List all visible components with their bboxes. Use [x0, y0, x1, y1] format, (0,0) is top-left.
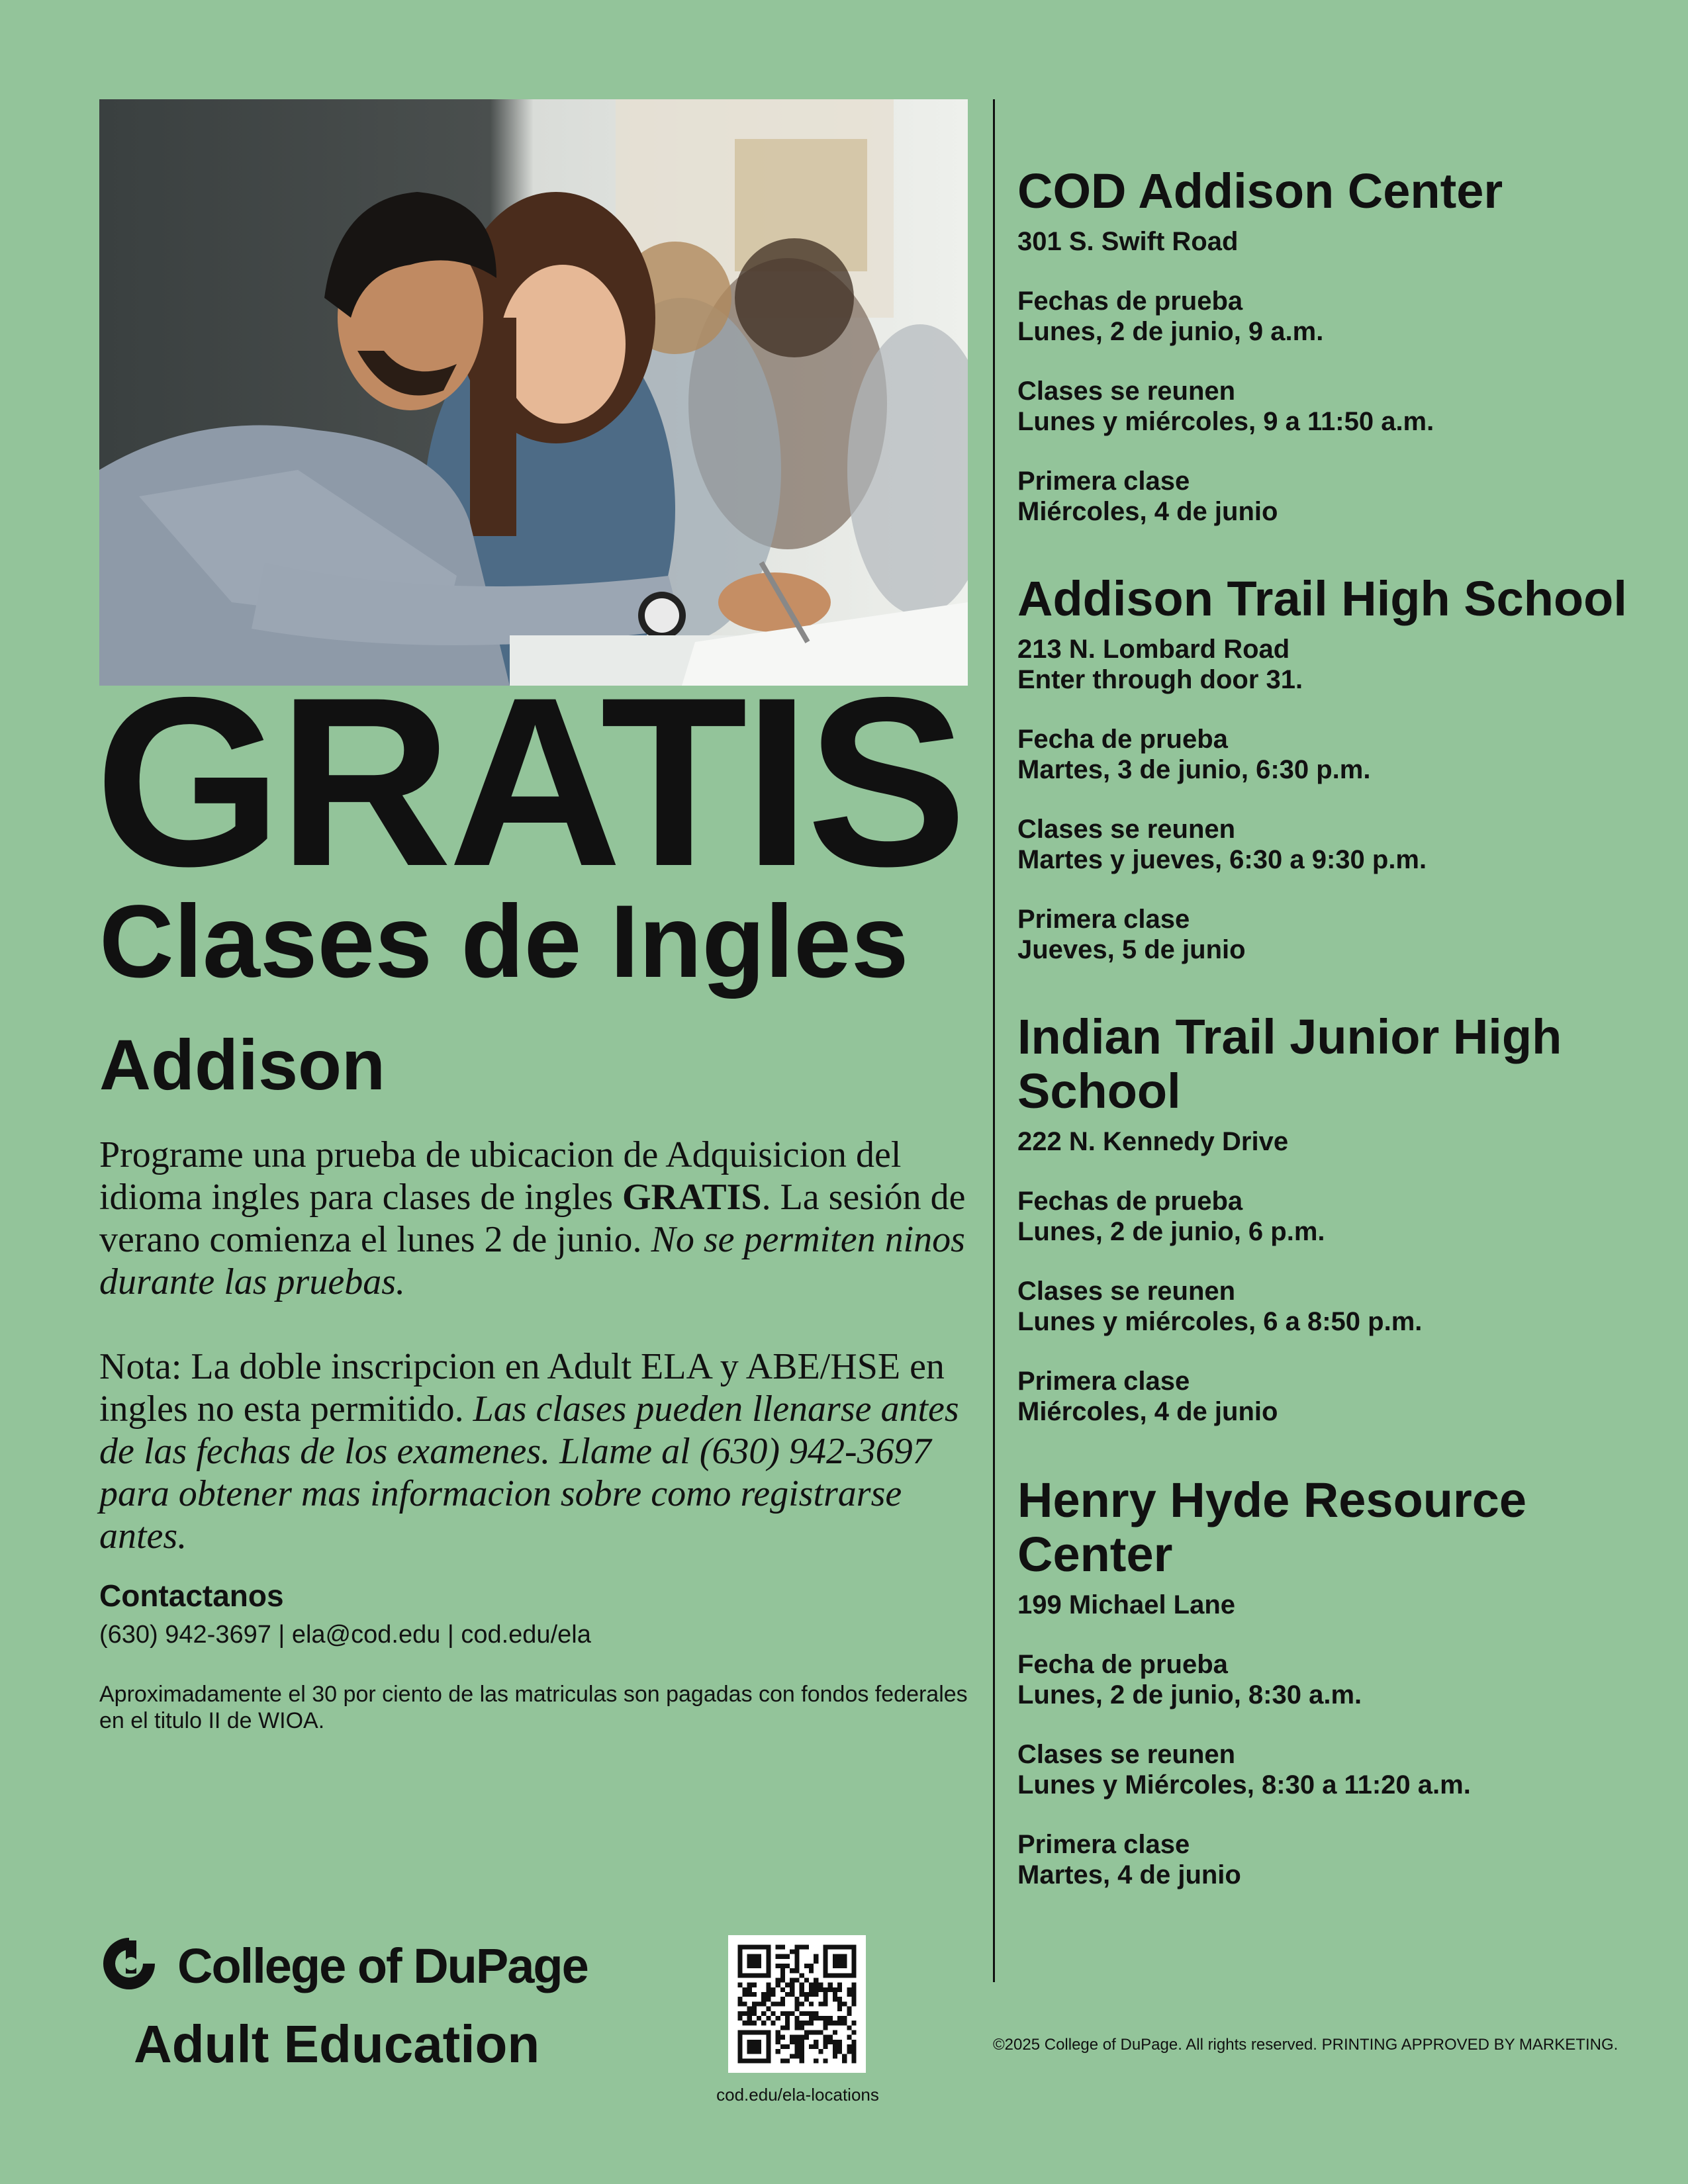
note-paragraph: Nota: La doble inscripcion en Adult ELA y ABE/HSE en ingles no esta permitido. Las clases pueden llenarse antes de las fechas de los examenes. Llame al (630) 942-3697 para obtener mas informacion sobre como registrarse antes.	[99, 1346, 959, 1557]
detail-value: Lunes, 2 de junio, 6 p.m.	[1017, 1217, 1325, 1246]
detail-label: Clases se reunen	[1017, 1277, 1236, 1306]
first-class	[1017, 1366, 1666, 1427]
detail-value: Lunes, 2 de junio, 8:30 a.m.	[1017, 1680, 1362, 1709]
test-dates	[1017, 286, 1666, 347]
test-dates	[1017, 1649, 1666, 1710]
detail-value: Lunes y miércoles, 9 a 11:50 a.m.	[1017, 407, 1434, 436]
test-dates	[1017, 724, 1666, 785]
location-addison-trail-high-school	[1017, 572, 1666, 965]
subtitle: Clases de Ingles	[99, 884, 909, 999]
qr-code[interactable]	[728, 1935, 866, 2073]
detail-value: Lunes y Miércoles, 8:30 a 11:20 a.m.	[1017, 1770, 1471, 1799]
first-class	[1017, 1829, 1666, 1890]
class-meetings	[1017, 1739, 1666, 1800]
copyright-notice: ©2025 College of DuPage. All rights reserved. PRINTING APPROVED BY MARKETING.	[993, 2036, 1618, 2054]
location-name: Addison Trail High School	[1017, 571, 1627, 626]
location-name: Henry Hyde Resource Center	[1017, 1473, 1527, 1582]
first-class	[1017, 466, 1666, 527]
detail-label: Primera clase	[1017, 1367, 1190, 1396]
funding-note: Aproximadamente el 30 por ciento de las matriculas son pagadas con fondos federales en el titulo II de WIOA.	[99, 1682, 968, 1733]
detail-label: Primera clase	[1017, 905, 1190, 934]
city-title: Addison	[99, 1024, 385, 1105]
headline: GRATIS	[95, 647, 964, 917]
detail-value: Miércoles, 4 de junio	[1017, 1397, 1278, 1426]
first-class	[1017, 904, 1666, 965]
class-meetings	[1017, 376, 1666, 437]
location-cod-addison-center	[1017, 164, 1666, 527]
column-divider	[993, 99, 995, 1982]
detail-value: Martes, 4 de junio	[1017, 1860, 1241, 1889]
class-meetings	[1017, 1276, 1666, 1337]
detail-label: Primera clase	[1017, 1830, 1190, 1859]
detail-label: Clases se reunen	[1017, 377, 1236, 406]
location-henry-hyde-resource-center	[1017, 1473, 1666, 1890]
detail-label: Fechas de prueba	[1017, 287, 1243, 316]
location-address: 301 S. Swift Road	[1017, 227, 1239, 256]
hero-photo	[99, 99, 968, 686]
location-address: 199 Michael Lane	[1017, 1590, 1236, 1619]
test-dates	[1017, 1186, 1666, 1247]
detail-value: Martes y jueves, 6:30 a 9:30 p.m.	[1017, 845, 1427, 874]
detail-label: Primera clase	[1017, 467, 1190, 496]
detail-label: Fecha de prueba	[1017, 1650, 1228, 1679]
location-name: COD Addison Center	[1017, 163, 1503, 218]
intro-paragraph: Programe una prueba de ubicacion de Adquisicion del idioma ingles para clases de ingles GRATIS. La sesión de verano comienza el lunes 2 de junio. No se permiten ninos durante las pruebas.	[99, 1134, 966, 1302]
location-name: Indian Trail Junior High School	[1017, 1009, 1562, 1118]
detail-label: Clases se reunen	[1017, 815, 1236, 844]
location-address: 213 N. Lombard Road	[1017, 635, 1290, 664]
college-logo	[99, 1931, 602, 2073]
detail-value: Lunes, 2 de junio, 9 a.m.	[1017, 317, 1324, 346]
detail-value: Jueves, 5 de junio	[1017, 935, 1246, 964]
location-address: 222 N. Kennedy Drive	[1017, 1127, 1289, 1156]
contact-info: (630) 942-3697 | ela@cod.edu | cod.edu/ela	[99, 1621, 591, 1649]
college-name: College of DuPage	[177, 1938, 588, 1993]
detail-label: Clases se reunen	[1017, 1740, 1236, 1769]
detail-value: Martes, 3 de junio, 6:30 p.m.	[1017, 755, 1371, 784]
qr-url[interactable]: cod.edu/ela-locations	[716, 2085, 879, 2105]
contact-title: Contactanos	[99, 1578, 284, 1613]
detail-label: Fechas de prueba	[1017, 1187, 1243, 1216]
detail-label: Fecha de prueba	[1017, 725, 1228, 754]
location-indian-trail-junior-high	[1017, 1010, 1666, 1427]
qr-code-icon	[728, 1935, 866, 2073]
class-meetings	[1017, 814, 1666, 875]
cod-logo-icon	[99, 1934, 159, 1993]
detail-value: Miércoles, 4 de junio	[1017, 497, 1278, 526]
detail-value: Lunes y miércoles, 6 a 8:50 p.m.	[1017, 1307, 1423, 1336]
department-name: Adult Education	[134, 2015, 540, 2073]
location-address-note: Enter through door 31.	[1017, 665, 1303, 694]
